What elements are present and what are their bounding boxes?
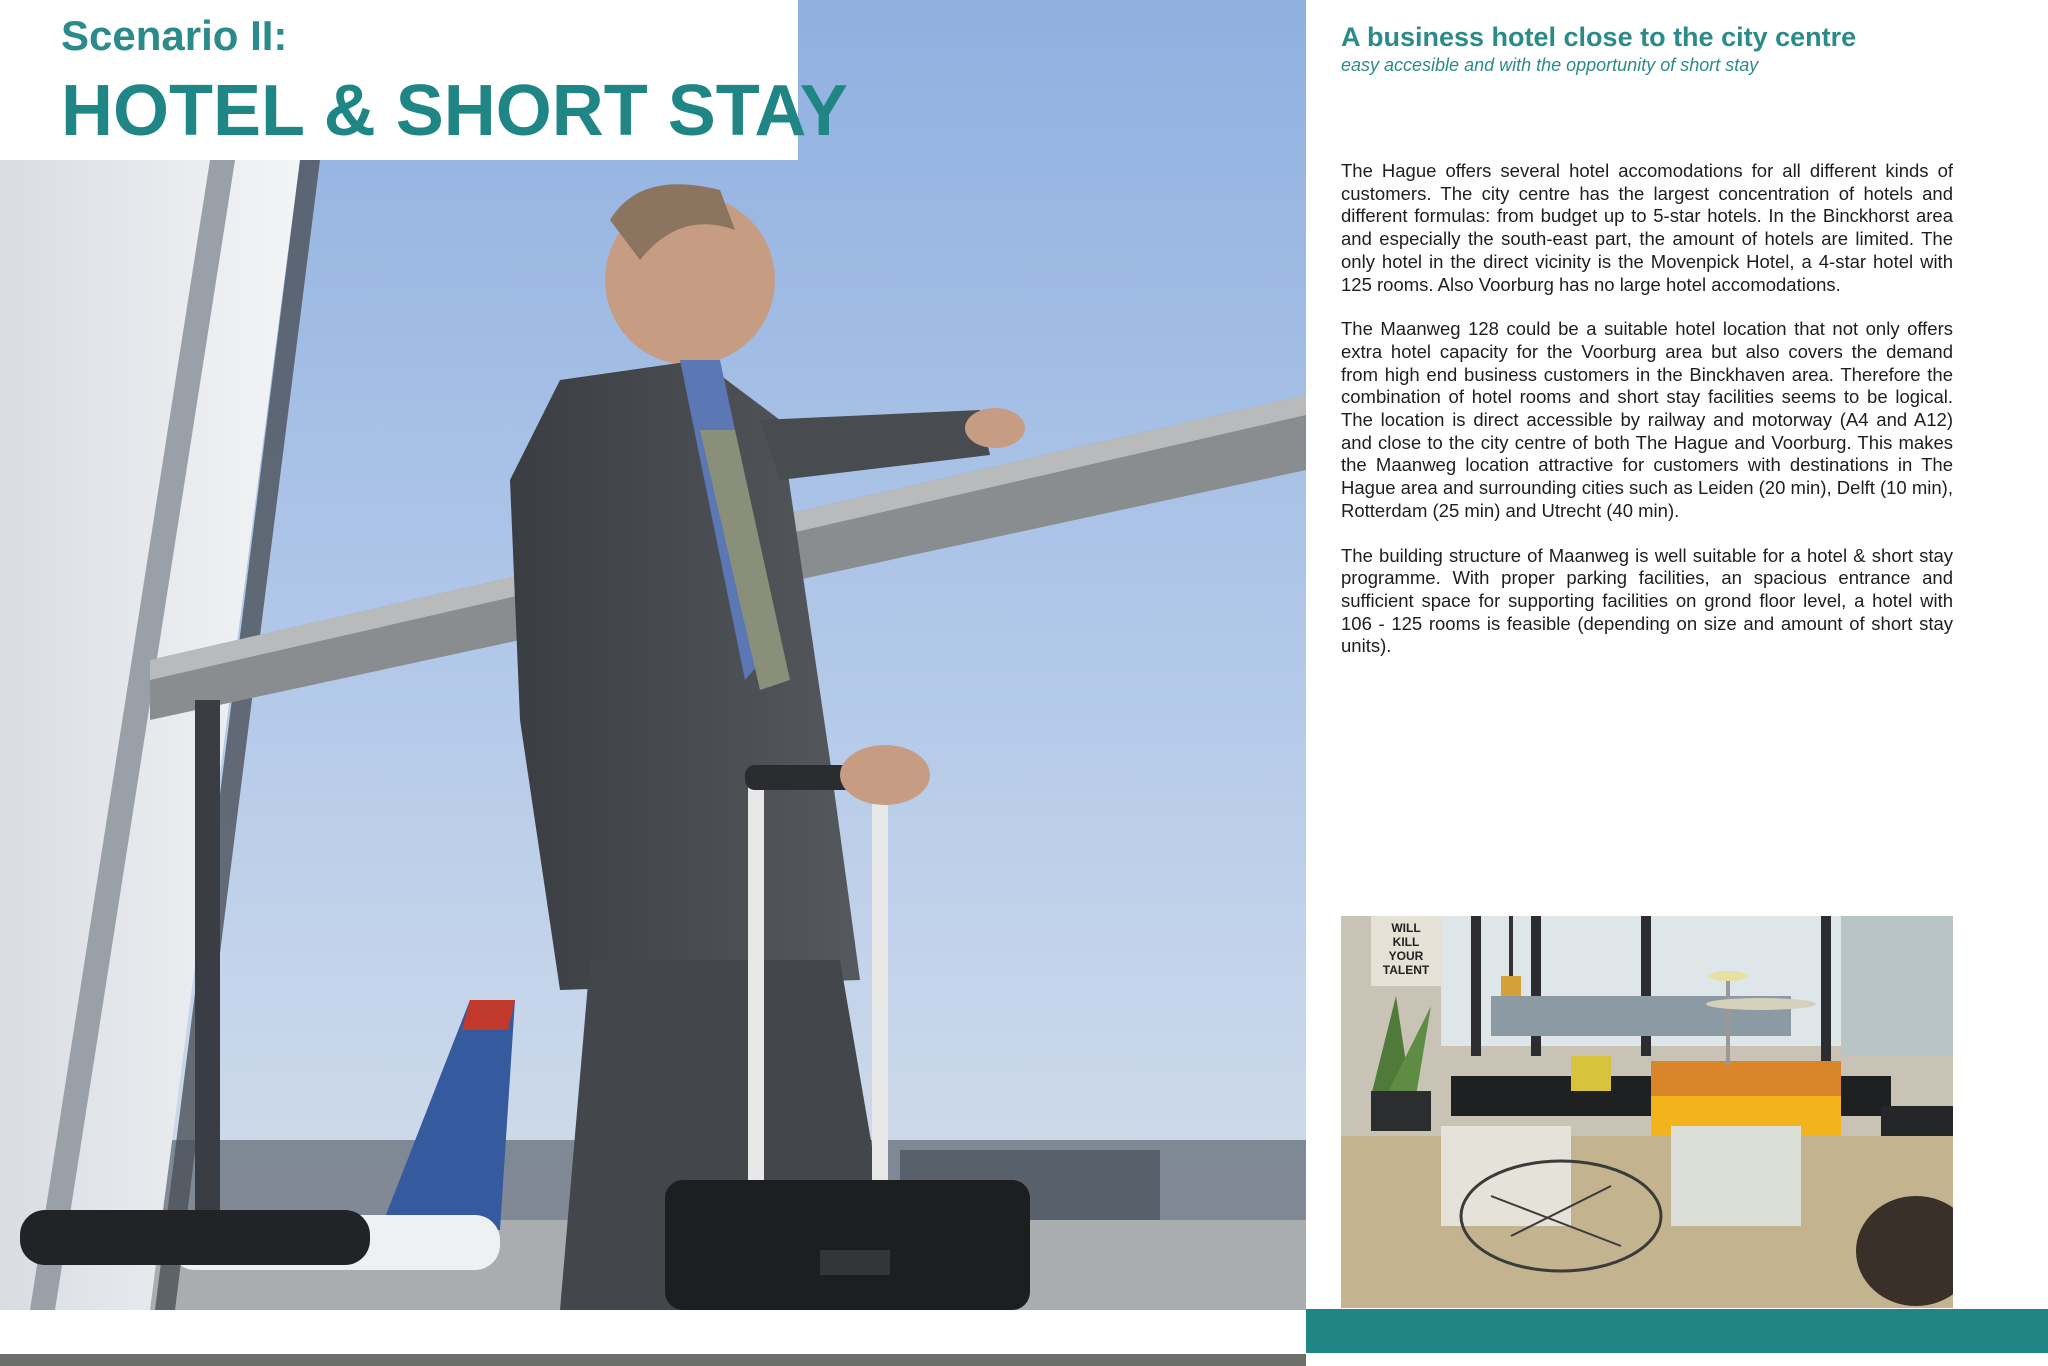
section-title: A business hotel close to the city centre bbox=[1341, 22, 1857, 52]
paragraph: The Hague offers several hotel accomodations for all different kinds of customers. The city centre has the largest concentration of hotels and different formulas: from budget up to 5-star hotels. In the Binckhorst area and especially the south-east part, the amount of hotels are limited. The only hotel in the direct vicinity is the Movenpick Hotel, a 4-star hotel with 125 rooms. Also Voorburg has no large hotel accomodations. bbox=[1341, 160, 1953, 295]
hotel-lounge-photo bbox=[1341, 916, 1953, 1308]
section-heading bbox=[1341, 22, 1953, 76]
body-text bbox=[1341, 160, 1953, 680]
footer-accent-bar bbox=[1306, 1309, 2048, 1353]
page-title: HOTEL & SHORT STAY bbox=[61, 71, 848, 151]
bottom-photo-strip bbox=[0, 1354, 1306, 1366]
svg-text:TALENT: TALENT bbox=[1382, 963, 1430, 977]
svg-text:WILL: WILL bbox=[1391, 921, 1421, 935]
svg-text:KILL: KILL bbox=[1392, 935, 1420, 949]
paragraph: The Maanweg 128 could be a suitable hotel location that not only offers extra hotel capacity for the Voorburg area but also covers the demand from high end business customers in the Binckhaven area. Therefore the combination of hotel rooms and short stay facilities seems to be logical. The location is direct accessible by railway and motorway (A4 and A12) and close to the city centre of both The Hague and Voorburg. This makes the Maanweg location attractive for customers with destinations in The Hague area and surrounding cities such as Leiden (20 min), Delft (10 min), Rotterdam (25 min) and Utrecht (40 min). bbox=[1341, 318, 1953, 521]
scenario-label: Scenario II: bbox=[61, 12, 288, 59]
svg-text:YOUR: YOUR bbox=[1388, 949, 1424, 963]
paragraph: The building structure of Maanweg is well suitable for a hotel & short stay programme. With proper parking facilities, an spacious entrance and sufficient space for supporting facilities on grond floor level, a hotel with 106 - 125 rooms is feasible (depending on size and amount of short stay units). bbox=[1341, 544, 1953, 657]
title-panel bbox=[0, 0, 848, 160]
section-tagline: easy accesible and with the opportunity of short stay bbox=[1341, 55, 1759, 75]
bottom-margin bbox=[0, 1310, 1306, 1354]
